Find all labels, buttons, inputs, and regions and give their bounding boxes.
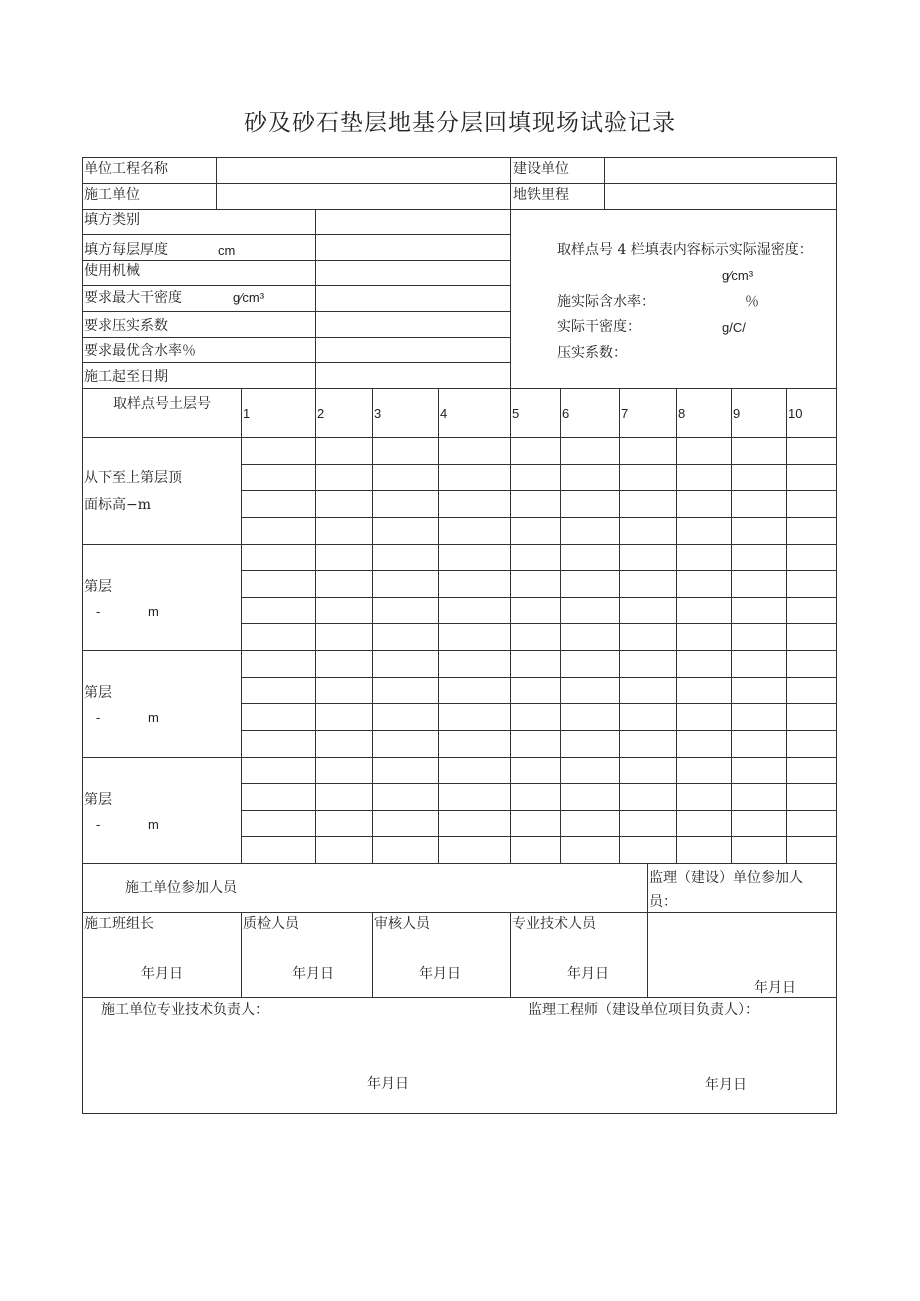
team-leader-label: 施工班组长 bbox=[84, 916, 154, 932]
constructor-label: 施工单位 bbox=[84, 187, 140, 203]
max-dry-density-unit: g∕cm³ bbox=[233, 290, 265, 305]
qc-date: 年月日 bbox=[292, 966, 334, 982]
builder-label: 建设单位 bbox=[513, 161, 569, 177]
supervisor-date: 年月日 bbox=[754, 980, 796, 996]
col-1: 1 bbox=[243, 406, 251, 421]
block4-dash: - bbox=[96, 817, 101, 832]
supervising-engineer-date: 年月日 bbox=[705, 1077, 747, 1093]
block2-meter: m bbox=[148, 604, 159, 619]
max-dry-density-label: 要求最大干密度 bbox=[84, 290, 182, 306]
col-8: 8 bbox=[678, 406, 686, 421]
note-moisture-unit: ％ bbox=[745, 294, 759, 310]
grid-header-label: 取样点号土层号 bbox=[113, 396, 211, 412]
reviewer-label: 审核人员 bbox=[374, 916, 430, 932]
qc-label: 质检人员 bbox=[243, 916, 299, 932]
block3-dash: - bbox=[96, 710, 101, 725]
supervisor-participants-label: 监理（建设）单位参加人 bbox=[649, 870, 803, 886]
block2-dash: - bbox=[96, 604, 101, 619]
tech-label: 专业技术人员 bbox=[512, 916, 596, 932]
supervising-engineer-label: 监理工程师（建设单位项目负责人）： bbox=[528, 1002, 759, 1018]
col-3: 3 bbox=[374, 406, 382, 421]
reviewer-date: 年月日 bbox=[419, 966, 461, 982]
constructor-participants-label: 施工单位参加人员 bbox=[125, 880, 237, 896]
block1-label-line1: 从下至上第层顶 bbox=[84, 470, 182, 486]
layer-thickness-unit: cm bbox=[218, 243, 236, 258]
note-compaction: 压实系数： bbox=[557, 345, 627, 361]
col-2: 2 bbox=[317, 406, 325, 421]
project-name-label: 单位工程名称 bbox=[84, 161, 168, 177]
compaction-coef-label: 要求压实系数 bbox=[84, 318, 168, 334]
block4-layer-label: 第层 bbox=[84, 792, 112, 808]
block1-label-line2: 面标高−m bbox=[84, 497, 152, 513]
note-wet-density: 取样点号 4 栏填表内容标示实际湿密度： bbox=[557, 242, 813, 258]
block4-meter: m bbox=[148, 817, 159, 832]
col-7: 7 bbox=[621, 406, 629, 421]
block2-layer-label: 第层 bbox=[84, 579, 112, 595]
note-dry-density-unit: g/C/ bbox=[722, 320, 746, 335]
page-title: 砂及砂石垫层地基分层回填现场试验记录 bbox=[244, 110, 676, 136]
supervisor-participants-label-cont: 员： bbox=[649, 894, 677, 910]
constructor-tech-head-date: 年月日 bbox=[367, 1076, 409, 1092]
col-10: 10 bbox=[788, 406, 803, 421]
block3-meter: m bbox=[148, 710, 159, 725]
col-4: 4 bbox=[440, 406, 448, 421]
team-leader-date: 年月日 bbox=[141, 966, 183, 982]
block3-layer-label: 第层 bbox=[84, 685, 112, 701]
col-6: 6 bbox=[562, 406, 570, 421]
note-moisture: 施实际含水率： bbox=[557, 294, 655, 310]
tech-date: 年月日 bbox=[567, 966, 609, 982]
subway-mileage-label: 地铁里程 bbox=[513, 187, 569, 203]
note-dry-density: 实际干密度： bbox=[557, 319, 641, 335]
col-5: 5 bbox=[512, 406, 520, 421]
col-9: 9 bbox=[733, 406, 741, 421]
optimum-moisture-label: 要求最优含水率％ bbox=[84, 343, 196, 359]
period-label: 施工起至日期 bbox=[84, 369, 168, 385]
machinery-label: 使用机械 bbox=[84, 263, 140, 279]
constructor-tech-head-label: 施工单位专业技术负责人： bbox=[101, 1002, 269, 1018]
fill-type-label: 填方类别 bbox=[84, 212, 140, 228]
layer-thickness-label: 填方每层厚度 bbox=[84, 242, 168, 258]
note-wet-density-unit: g∕cm³ bbox=[722, 268, 754, 283]
